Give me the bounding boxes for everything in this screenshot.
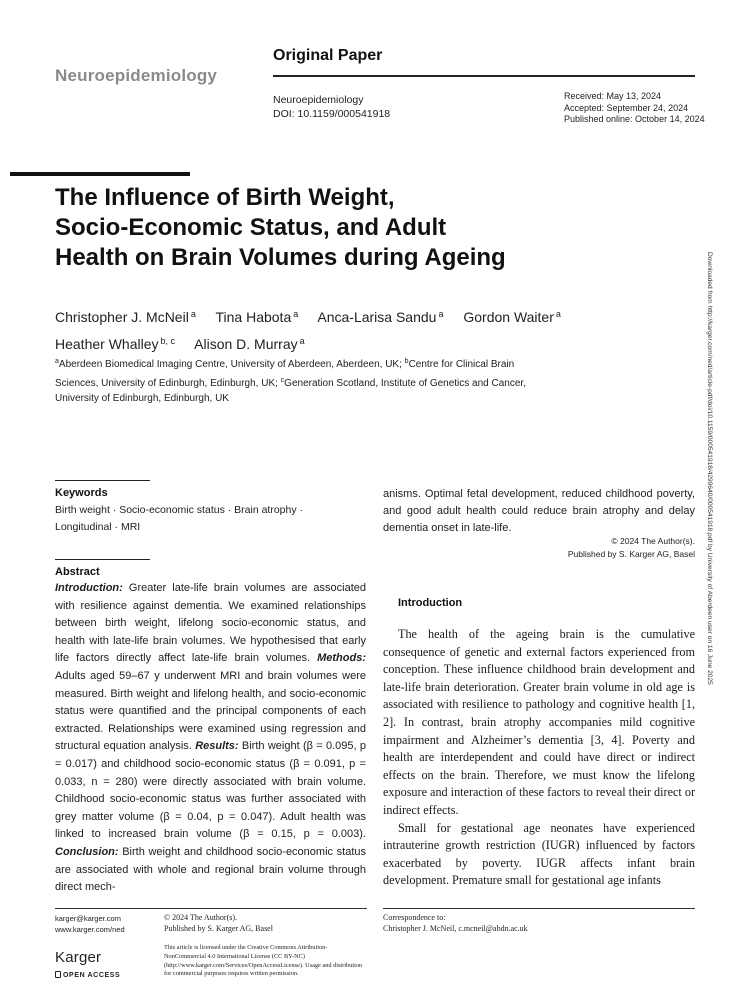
download-side-note: Downloaded from http://karger.com/ned/article-pdf/doi/10.1159/000541918/4299640/000541918.pdf by University of Aberdeen user on 16 June 2025: [706, 252, 713, 685]
keywords-text: Birth weight · Socio-economic status · Brain atrophy · Longitudinal · MRI: [55, 504, 304, 533]
doi[interactable]: DOI: 10.1159/000541918: [273, 108, 391, 120]
author: [55, 309, 196, 325]
open-access-label: OPEN ACCESS: [63, 972, 121, 979]
introduction-heading: Introduction: [398, 597, 463, 609]
published-date: Published online: October 14, 2024: [564, 114, 705, 124]
karger-logo: Karger: [55, 949, 102, 966]
publisher-line: Published by S. Karger AG, Basel: [567, 548, 695, 559]
dates-meta: [564, 91, 705, 126]
affiliation-text: Generation Scotland, Institute of Genetics and Cancer, University of Edinburgh, Edinburgh, UK: [55, 377, 526, 404]
footer-rule: [55, 908, 367, 909]
abstract-continuation: anisms. Optimal fetal development, reduced childhood poverty, and good adult health could reduce brain atrophy and delay dementia onset in late-life.: [383, 488, 695, 534]
footer-rule: [383, 908, 695, 909]
abstract-heading: Abstract: [55, 566, 100, 578]
journal-brand: Neuroepidemiology: [55, 66, 218, 85]
author-affiliation-mark: b, c: [160, 336, 176, 346]
introduction-body: [383, 626, 695, 890]
title-line: Socio-Economic Status, and Adult: [55, 214, 447, 241]
affiliation-mark: a: [55, 358, 59, 365]
article-title: [55, 183, 615, 273]
abstract-copyright: [383, 535, 695, 560]
abstract-text: Adults aged 59–67 y underwent MRI and brain volumes were measured. Birth weight and lifelong health, and socio-economic status were quantified and the principal components of each extracted. Relationships were examined using regression and structural equation analysis.: [55, 669, 366, 753]
open-access-badge: [55, 971, 120, 979]
author-affiliation-mark: a: [438, 309, 444, 319]
journal-name: Neuroepidemiology: [273, 94, 364, 106]
paper-type: Original Paper: [273, 47, 383, 64]
paragraph: The health of the ageing brain is the cumulative consequence of genetic and external factors experienced from conception. These influence childhood brain development and late-life brain deterioration. Greater brain volume in old age is associated with resilience to pathology and cognitive health [1, 2]. In contrast, brain atrophy accompanies mild cognitive impairment and Alzheimer’s dementia [3, 4]. Poverty and health are interdependent and could have direct or indirect effects on the brain. Therefore, we must know the lifelong exposure and interaction of these factors to reveal their direct or indirect effects.: [383, 627, 696, 817]
open-lock-icon: [55, 971, 61, 978]
publisher-contact: [55, 913, 125, 935]
author: [194, 336, 304, 352]
abstract-section-label: Conclusion:: [55, 845, 119, 858]
affiliation-text: Aberdeen Biomedical Imaging Centre, University of Aberdeen, Aberdeen, UK;: [58, 359, 405, 370]
footer-copyright: [164, 913, 273, 934]
correspondence: [383, 913, 528, 934]
affiliations: [55, 354, 545, 407]
abstract-text: Birth weight (β = 0.095, p = 0.017) and childhood socio-economic status (β = 0.091, p = 0.033, n = 280) were directly associated with brain volume. Childhood socio-economic status was further associated with grey matter volume (β = 0.04, p = 0.047). Adult health was linked to increased brain volume (β = 0.15, p = 0.003).: [55, 740, 366, 841]
copyright-line: © 2024 The Author(s).: [611, 536, 695, 546]
abstract-text: Greater late-life brain volumes are associated with resilience against dementia. We examined relationships between birth weight, lifelong socio-economic status, and health with late-life brain volumes. We hypothesised that early life factors directly affect late-life brain volumes.: [55, 582, 366, 665]
affiliation-mark: b: [404, 358, 409, 365]
keywords-heading: Keywords: [55, 487, 108, 499]
paragraph: Small for gestational age neonates have experienced intrauterine growth restriction (IUGR) influenced by factors exacerbated by poverty. IUGR affects infant brain development. Premature small for gestational age infants: [383, 820, 695, 888]
author-affiliation-mark: a: [190, 309, 196, 319]
author: [317, 309, 443, 325]
author-affiliation-mark: a: [299, 336, 305, 346]
title-line: The Influence of Birth Weight,: [55, 184, 395, 211]
author-name: Anca-Larisa Sandu: [317, 309, 437, 325]
publisher-website[interactable]: www.karger.com/ned: [55, 925, 125, 934]
abstract-rule: [55, 559, 150, 560]
author-name: Christopher J. McNeil: [55, 309, 189, 325]
abstract-section-label: Results:: [195, 740, 239, 753]
journal-meta: [273, 93, 390, 121]
author-list: [55, 302, 615, 356]
publisher-line: Published by S. Karger AG, Basel: [164, 923, 273, 933]
header-rule: [273, 75, 695, 77]
keywords-rule: [55, 480, 150, 481]
correspondence-label: Correspondence to:: [383, 913, 446, 922]
abstract-body: [55, 580, 366, 897]
author: [55, 336, 175, 352]
author-affiliation-mark: a: [293, 309, 299, 319]
author-affiliation-mark: a: [555, 309, 561, 319]
copyright-line: © 2024 The Author(s).: [164, 913, 238, 922]
title-line: Health on Brain Volumes during Ageing: [55, 244, 506, 271]
affiliation-mark: c: [280, 376, 285, 384]
abstract-section-label: Introduction:: [55, 582, 123, 594]
license-notice: This article is licensed under the Creative Commons Attribution-NonCommercial 4.0 International License (CC BY-NC) (http://www.karger.com/Services/OpenAccessLicense). Usage and distribution for commercial purposes requires written permission.: [164, 944, 363, 978]
author-name: Heather Whalley: [55, 336, 159, 352]
title-rule: [10, 172, 190, 176]
abstract-section-label: Methods:: [317, 652, 366, 665]
author-name: Gordon Waiter: [463, 309, 554, 325]
correspondence-contact[interactable]: Christopher J. McNeil, c.mcneil@abdn.ac.uk: [383, 923, 528, 933]
received-date: Received: May 13, 2024: [564, 91, 662, 101]
author: [215, 309, 298, 325]
abstract-text: Birth weight and childhood socio-economic status are associated with whole and regional brain volume through direct mech-: [55, 845, 366, 894]
author-name: Tina Habota: [215, 309, 292, 325]
author: [463, 309, 561, 325]
author-name: Alison D. Murray: [194, 336, 298, 352]
affiliation-text: Centre for Clinical Brain Sciences, University of Edinburgh, Edinburgh, UK;: [55, 359, 515, 389]
publisher-email[interactable]: karger@karger.com: [55, 914, 121, 923]
accepted-date: Accepted: September 24, 2024: [564, 102, 689, 113]
